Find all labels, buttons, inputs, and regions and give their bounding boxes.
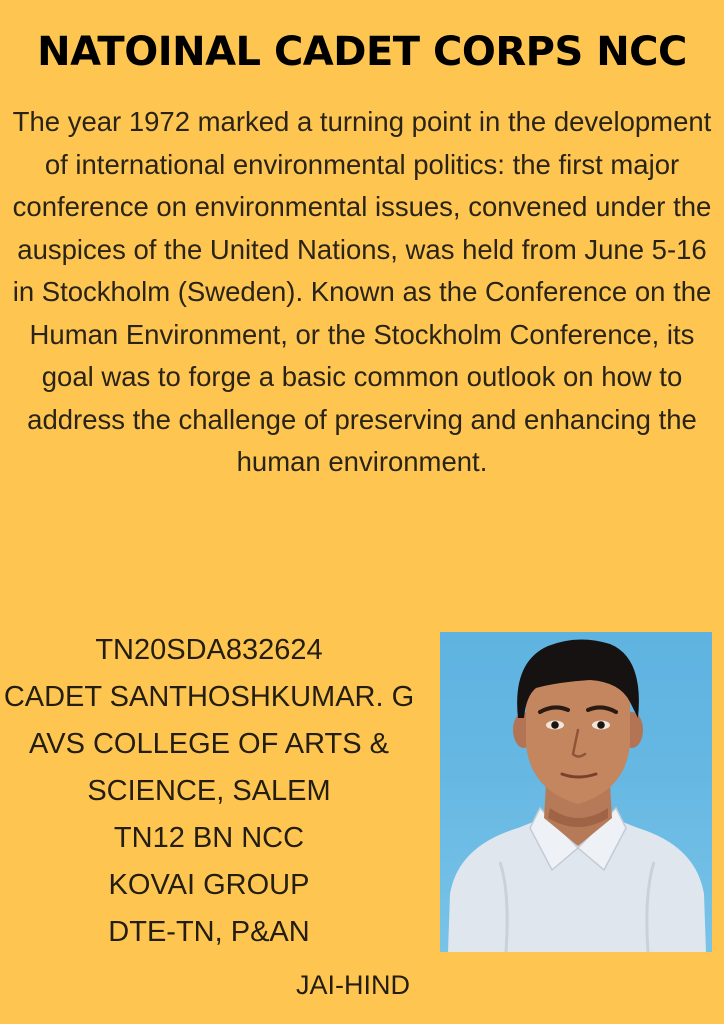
cadet-info: [0, 627, 427, 956]
cadet-id: TN20SDA832624: [95, 634, 323, 666]
closing-salute: JAI-HIND: [296, 970, 410, 1000]
poster-title: NATOINAL CADET CORPS NCC: [37, 29, 687, 75]
cadet-photo: [440, 632, 712, 952]
body-paragraph: The year 1972 marked a turning point in the development of international environmental politics: the first major conference on environmental issues, convened under the auspices of the United Nations, was held from June 5-16 in Stockholm (Sweden). Known as the Conference on the Human Environment, or the Stockholm Conference, its goal was to forge a basic common outlook on how to address the challenge of preserving and enhancing the human environment.: [12, 106, 712, 477]
directorate: DTE-TN, P&AN: [108, 916, 310, 948]
college-line-2: SCIENCE, SALEM: [87, 775, 331, 807]
group: KOVAI GROUP: [108, 869, 310, 901]
college-line-1: AVS COLLEGE OF ARTS &: [29, 728, 389, 760]
cadet-name: CADET SANTHOSHKUMAR. G: [3, 681, 415, 713]
cadet-portrait-illustration: [440, 632, 712, 952]
battalion: TN12 BN NCC: [113, 822, 305, 854]
